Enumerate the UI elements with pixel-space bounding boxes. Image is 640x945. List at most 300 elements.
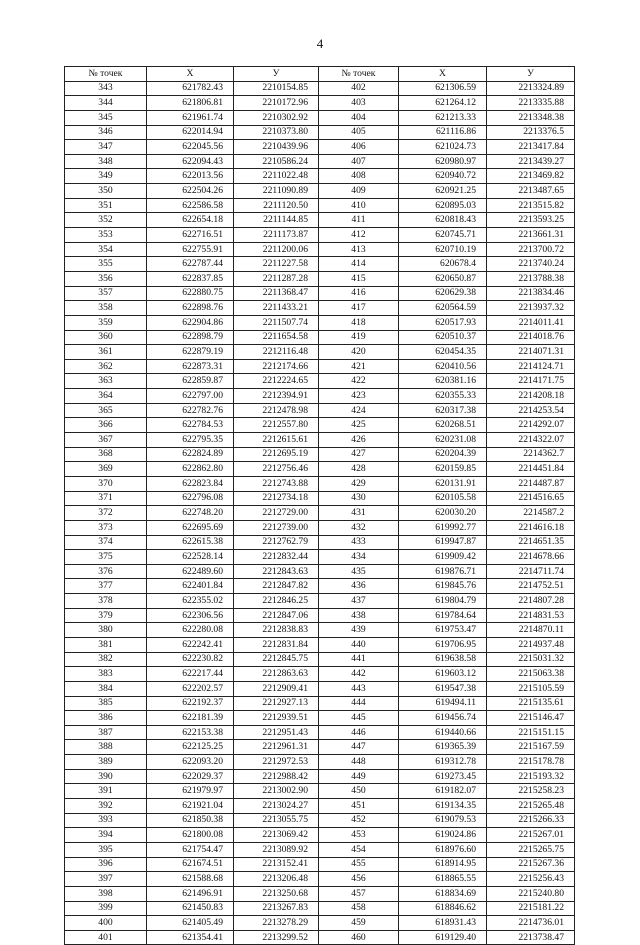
cell-point-number-right: 460 xyxy=(319,930,399,945)
cell-x-left: 622837.85 xyxy=(147,271,234,286)
cell-y-left: 2210439.96 xyxy=(234,140,319,155)
cell-point-number-right: 415 xyxy=(319,271,399,286)
cell-y-left: 2213069.42 xyxy=(234,828,319,843)
cell-point-number-left: 368 xyxy=(65,447,147,462)
cell-y-left: 2210373.80 xyxy=(234,125,319,140)
table-row xyxy=(65,857,575,872)
table-row xyxy=(65,813,575,828)
cell-x-right: 619992.77 xyxy=(399,520,487,535)
cell-y-left: 2213024.27 xyxy=(234,799,319,814)
cell-y-right: 2214807.28 xyxy=(487,594,575,609)
table-row xyxy=(65,930,575,945)
table-row xyxy=(65,842,575,857)
cell-point-number-left: 366 xyxy=(65,418,147,433)
cell-y-right: 2214171.75 xyxy=(487,374,575,389)
cell-x-left: 621588.68 xyxy=(147,872,234,887)
cell-x-left: 622755.91 xyxy=(147,242,234,257)
cell-x-right: 620131.91 xyxy=(399,476,487,491)
cell-y-right: 2214292.07 xyxy=(487,418,575,433)
cell-x-left: 622242.41 xyxy=(147,637,234,652)
cell-x-right: 620105.58 xyxy=(399,491,487,506)
cell-y-right: 2214362.7 xyxy=(487,447,575,462)
cell-x-left: 622586.58 xyxy=(147,198,234,213)
cell-y-right: 2214616.18 xyxy=(487,520,575,535)
cell-y-right: 2214018.76 xyxy=(487,330,575,345)
cell-point-number-left: 382 xyxy=(65,652,147,667)
cell-y-right: 2213324.89 xyxy=(487,81,575,96)
cell-x-left: 621496.91 xyxy=(147,886,234,901)
cell-y-left: 2212762.79 xyxy=(234,535,319,550)
cell-y-left: 2212743.88 xyxy=(234,476,319,491)
cell-point-number-right: 434 xyxy=(319,550,399,565)
cell-x-left: 622355.02 xyxy=(147,594,234,609)
header-point-number-left: № точек xyxy=(65,67,147,82)
cell-y-right: 2215135.61 xyxy=(487,696,575,711)
cell-point-number-left: 345 xyxy=(65,110,147,125)
cell-x-left: 622489.60 xyxy=(147,564,234,579)
cell-y-left: 2211433.21 xyxy=(234,301,319,316)
cell-x-right: 620231.08 xyxy=(399,433,487,448)
cell-y-left: 2213278.29 xyxy=(234,916,319,931)
header-point-number-right: № точек xyxy=(319,67,399,82)
cell-x-left: 622695.69 xyxy=(147,520,234,535)
cell-x-right: 621264.12 xyxy=(399,96,487,111)
cell-y-left: 2213299.52 xyxy=(234,930,319,945)
cell-y-right: 2213700.72 xyxy=(487,242,575,257)
cell-point-number-left: 393 xyxy=(65,813,147,828)
cell-y-left: 2212939.51 xyxy=(234,711,319,726)
cell-y-right: 2213834.46 xyxy=(487,286,575,301)
cell-x-left: 621961.74 xyxy=(147,110,234,125)
cell-point-number-right: 416 xyxy=(319,286,399,301)
table-row xyxy=(65,667,575,682)
cell-y-right: 2214587.2 xyxy=(487,506,575,521)
cell-y-left: 2212988.42 xyxy=(234,769,319,784)
table-row xyxy=(65,828,575,843)
cell-y-left: 2211368.47 xyxy=(234,286,319,301)
cell-point-number-right: 424 xyxy=(319,403,399,418)
cell-x-left: 622181.39 xyxy=(147,711,234,726)
cell-point-number-right: 404 xyxy=(319,110,399,125)
cell-x-right: 620030.20 xyxy=(399,506,487,521)
cell-x-left: 621800.08 xyxy=(147,828,234,843)
table-row xyxy=(65,594,575,609)
cell-x-left: 622904.86 xyxy=(147,315,234,330)
cell-x-right: 620381.16 xyxy=(399,374,487,389)
cell-y-right: 2214736.01 xyxy=(487,916,575,931)
cell-point-number-left: 375 xyxy=(65,550,147,565)
table-row xyxy=(65,623,575,638)
table-row xyxy=(65,740,575,755)
cell-x-right: 621116.86 xyxy=(399,125,487,140)
table-row xyxy=(65,345,575,360)
cell-x-left: 622898.76 xyxy=(147,301,234,316)
cell-point-number-left: 350 xyxy=(65,184,147,199)
cell-x-right: 620650.87 xyxy=(399,271,487,286)
cell-point-number-right: 402 xyxy=(319,81,399,96)
table-row xyxy=(65,506,575,521)
cell-point-number-left: 394 xyxy=(65,828,147,843)
cell-point-number-left: 400 xyxy=(65,916,147,931)
cell-y-right: 2213738.47 xyxy=(487,930,575,945)
cell-x-right: 619909.42 xyxy=(399,550,487,565)
cell-x-right: 619494.11 xyxy=(399,696,487,711)
cell-point-number-right: 425 xyxy=(319,418,399,433)
cell-y-left: 2213206.48 xyxy=(234,872,319,887)
cell-y-left: 2212845.75 xyxy=(234,652,319,667)
cell-y-right: 2214752.51 xyxy=(487,579,575,594)
cell-point-number-right: 429 xyxy=(319,476,399,491)
cell-x-left: 622013.56 xyxy=(147,169,234,184)
cell-x-right: 619365.39 xyxy=(399,740,487,755)
table-row xyxy=(65,228,575,243)
cell-y-left: 2212831.84 xyxy=(234,637,319,652)
cell-y-right: 2214678.66 xyxy=(487,550,575,565)
cell-x-right: 618846.62 xyxy=(399,901,487,916)
cell-y-right: 2214208.18 xyxy=(487,389,575,404)
cell-x-left: 622014.94 xyxy=(147,125,234,140)
cell-x-left: 622125.25 xyxy=(147,740,234,755)
cell-point-number-right: 413 xyxy=(319,242,399,257)
cell-y-right: 2214651.35 xyxy=(487,535,575,550)
cell-x-right: 619547.38 xyxy=(399,681,487,696)
cell-point-number-right: 427 xyxy=(319,447,399,462)
cell-point-number-left: 391 xyxy=(65,784,147,799)
cell-y-left: 2213250.68 xyxy=(234,886,319,901)
cell-point-number-left: 372 xyxy=(65,506,147,521)
cell-x-left: 622796.08 xyxy=(147,491,234,506)
cell-x-right: 621306.59 xyxy=(399,81,487,96)
table-row xyxy=(65,681,575,696)
cell-point-number-right: 448 xyxy=(319,755,399,770)
cell-point-number-left: 377 xyxy=(65,579,147,594)
cell-point-number-right: 419 xyxy=(319,330,399,345)
cell-x-right: 620204.39 xyxy=(399,447,487,462)
cell-point-number-right: 439 xyxy=(319,623,399,638)
cell-point-number-right: 457 xyxy=(319,886,399,901)
cell-x-right: 619079.53 xyxy=(399,813,487,828)
table-row xyxy=(65,696,575,711)
header-x-left: X xyxy=(147,67,234,82)
cell-x-right: 618834.69 xyxy=(399,886,487,901)
cell-x-left: 622094.43 xyxy=(147,154,234,169)
cell-x-left: 622797.00 xyxy=(147,389,234,404)
cell-x-left: 621405.49 xyxy=(147,916,234,931)
table-row xyxy=(65,476,575,491)
table-row xyxy=(65,198,575,213)
cell-x-right: 619440.66 xyxy=(399,725,487,740)
cell-point-number-left: 351 xyxy=(65,198,147,213)
cell-point-number-right: 441 xyxy=(319,652,399,667)
cell-x-right: 619706.95 xyxy=(399,637,487,652)
cell-x-left: 622898.79 xyxy=(147,330,234,345)
cell-point-number-left: 380 xyxy=(65,623,147,638)
cell-x-left: 622401.84 xyxy=(147,579,234,594)
cell-point-number-left: 378 xyxy=(65,594,147,609)
cell-x-right: 620921.25 xyxy=(399,184,487,199)
cell-x-right: 619273.45 xyxy=(399,769,487,784)
cell-y-right: 2213439.27 xyxy=(487,154,575,169)
table-row xyxy=(65,725,575,740)
table-row xyxy=(65,374,575,389)
table-row xyxy=(65,564,575,579)
cell-y-right: 2215267.01 xyxy=(487,828,575,843)
table-row xyxy=(65,418,575,433)
cell-y-left: 2212557.80 xyxy=(234,418,319,433)
cell-point-number-left: 390 xyxy=(65,769,147,784)
cell-point-number-left: 365 xyxy=(65,403,147,418)
cell-y-right: 2215167.59 xyxy=(487,740,575,755)
cell-y-left: 2211654.58 xyxy=(234,330,319,345)
cell-x-right: 621024.73 xyxy=(399,140,487,155)
header-y-left: У xyxy=(234,67,319,82)
cell-y-left: 2212838.83 xyxy=(234,623,319,638)
cell-y-left: 2212756.46 xyxy=(234,462,319,477)
table-row xyxy=(65,125,575,140)
cell-point-number-right: 432 xyxy=(319,520,399,535)
cell-x-right: 618865.55 xyxy=(399,872,487,887)
cell-point-number-right: 417 xyxy=(319,301,399,316)
table-row xyxy=(65,433,575,448)
table-row xyxy=(65,901,575,916)
cell-point-number-right: 409 xyxy=(319,184,399,199)
cell-point-number-left: 370 xyxy=(65,476,147,491)
cell-y-left: 2213152.41 xyxy=(234,857,319,872)
page-number: 4 xyxy=(316,36,324,51)
cell-x-right: 619312.78 xyxy=(399,755,487,770)
cell-point-number-left: 355 xyxy=(65,257,147,272)
table-row xyxy=(65,872,575,887)
cell-point-number-left: 401 xyxy=(65,930,147,945)
cell-y-left: 2212951.43 xyxy=(234,725,319,740)
cell-x-left: 622873.31 xyxy=(147,359,234,374)
cell-x-left: 622045.56 xyxy=(147,140,234,155)
cell-x-left: 621979.97 xyxy=(147,784,234,799)
cell-y-right: 2214487.87 xyxy=(487,476,575,491)
cell-y-left: 2212224.65 xyxy=(234,374,319,389)
cell-point-number-left: 397 xyxy=(65,872,147,887)
table-row xyxy=(65,81,575,96)
cell-y-right: 2214711.74 xyxy=(487,564,575,579)
cell-point-number-right: 446 xyxy=(319,725,399,740)
cell-y-right: 2215151.15 xyxy=(487,725,575,740)
cell-point-number-right: 450 xyxy=(319,784,399,799)
table-row xyxy=(65,550,575,565)
cell-x-left: 622795.35 xyxy=(147,433,234,448)
cell-point-number-left: 364 xyxy=(65,389,147,404)
cell-point-number-right: 442 xyxy=(319,667,399,682)
cell-x-left: 622615.38 xyxy=(147,535,234,550)
cell-x-right: 618976.60 xyxy=(399,842,487,857)
cell-x-right: 619024.86 xyxy=(399,828,487,843)
cell-y-left: 2212174.66 xyxy=(234,359,319,374)
cell-x-left: 622654.18 xyxy=(147,213,234,228)
cell-x-left: 622029.37 xyxy=(147,769,234,784)
cell-x-right: 620517.93 xyxy=(399,315,487,330)
cell-y-left: 2212927.13 xyxy=(234,696,319,711)
cell-x-left: 621921.04 xyxy=(147,799,234,814)
cell-point-number-left: 346 xyxy=(65,125,147,140)
cell-y-left: 2212734.18 xyxy=(234,491,319,506)
cell-x-right: 621213.33 xyxy=(399,110,487,125)
cell-x-left: 622528.14 xyxy=(147,550,234,565)
cell-y-right: 2214831.53 xyxy=(487,608,575,623)
cell-y-right: 2213469.82 xyxy=(487,169,575,184)
cell-x-right: 620510.37 xyxy=(399,330,487,345)
cell-y-right: 2215063.38 xyxy=(487,667,575,682)
cell-x-left: 621806.81 xyxy=(147,96,234,111)
cell-x-left: 621674.51 xyxy=(147,857,234,872)
table-row xyxy=(65,755,575,770)
cell-y-right: 2215031.32 xyxy=(487,652,575,667)
cell-point-number-right: 421 xyxy=(319,359,399,374)
cell-x-left: 622824.89 xyxy=(147,447,234,462)
cell-x-right: 619804.79 xyxy=(399,594,487,609)
cell-x-left: 622823.84 xyxy=(147,476,234,491)
cell-y-right: 2214937.48 xyxy=(487,637,575,652)
cell-y-right: 2215266.33 xyxy=(487,813,575,828)
cell-point-number-left: 398 xyxy=(65,886,147,901)
cell-point-number-right: 405 xyxy=(319,125,399,140)
cell-point-number-left: 359 xyxy=(65,315,147,330)
cell-x-right: 619753.47 xyxy=(399,623,487,638)
cell-y-left: 2213002.90 xyxy=(234,784,319,799)
cell-y-left: 2211287.28 xyxy=(234,271,319,286)
cell-y-left: 2210172.96 xyxy=(234,96,319,111)
cell-y-left: 2211227.58 xyxy=(234,257,319,272)
cell-y-right: 2215193.32 xyxy=(487,769,575,784)
cell-x-left: 622782.76 xyxy=(147,403,234,418)
table-row xyxy=(65,359,575,374)
table-row xyxy=(65,330,575,345)
cell-y-left: 2212909.41 xyxy=(234,681,319,696)
cell-point-number-left: 376 xyxy=(65,564,147,579)
cell-y-left: 2212695.19 xyxy=(234,447,319,462)
cell-y-left: 2213267.83 xyxy=(234,901,319,916)
cell-y-right: 2214124.71 xyxy=(487,359,575,374)
table-row xyxy=(65,110,575,125)
cell-y-right: 2213376.5 xyxy=(487,125,575,140)
table-row xyxy=(65,315,575,330)
cell-point-number-left: 383 xyxy=(65,667,147,682)
cell-y-right: 2214870.11 xyxy=(487,623,575,638)
table-row xyxy=(65,286,575,301)
cell-point-number-left: 381 xyxy=(65,637,147,652)
cell-point-number-left: 386 xyxy=(65,711,147,726)
cell-y-left: 2211507.74 xyxy=(234,315,319,330)
cell-y-left: 2212739.00 xyxy=(234,520,319,535)
cell-y-right: 2215258.23 xyxy=(487,784,575,799)
table-row xyxy=(65,535,575,550)
cell-point-number-left: 387 xyxy=(65,725,147,740)
cell-x-right: 620940.72 xyxy=(399,169,487,184)
cell-x-left: 621754.47 xyxy=(147,842,234,857)
cell-x-right: 619876.71 xyxy=(399,564,487,579)
cell-x-right: 620745.71 xyxy=(399,228,487,243)
cell-y-left: 2212116.48 xyxy=(234,345,319,360)
cell-point-number-left: 379 xyxy=(65,608,147,623)
table-row xyxy=(65,403,575,418)
cell-point-number-left: 354 xyxy=(65,242,147,257)
cell-x-right: 619947.87 xyxy=(399,535,487,550)
header-y-right: У xyxy=(487,67,575,82)
cell-y-left: 2210586.24 xyxy=(234,154,319,169)
cell-x-right: 620629.38 xyxy=(399,286,487,301)
cell-point-number-left: 369 xyxy=(65,462,147,477)
cell-x-right: 618914.95 xyxy=(399,857,487,872)
cell-point-number-right: 438 xyxy=(319,608,399,623)
cell-point-number-left: 362 xyxy=(65,359,147,374)
cell-point-number-right: 426 xyxy=(319,433,399,448)
table-row xyxy=(65,799,575,814)
cell-x-right: 618931.43 xyxy=(399,916,487,931)
table-row xyxy=(65,608,575,623)
cell-y-right: 2213417.84 xyxy=(487,140,575,155)
cell-y-left: 2212843.63 xyxy=(234,564,319,579)
cell-y-left: 2211022.48 xyxy=(234,169,319,184)
table-row xyxy=(65,652,575,667)
table-row xyxy=(65,886,575,901)
cell-y-left: 2212972.53 xyxy=(234,755,319,770)
cell-y-right: 2213937.32 xyxy=(487,301,575,316)
cell-y-left: 2210302.92 xyxy=(234,110,319,125)
cell-x-right: 619603.12 xyxy=(399,667,487,682)
cell-x-left: 622230.82 xyxy=(147,652,234,667)
cell-point-number-right: 459 xyxy=(319,916,399,931)
table-row xyxy=(65,447,575,462)
table-header-row xyxy=(65,67,575,82)
cell-point-number-left: 352 xyxy=(65,213,147,228)
cell-point-number-right: 455 xyxy=(319,857,399,872)
cell-y-right: 2213593.25 xyxy=(487,213,575,228)
cell-x-right: 620355.33 xyxy=(399,389,487,404)
cell-x-right: 620410.56 xyxy=(399,359,487,374)
cell-y-left: 2211090.89 xyxy=(234,184,319,199)
cell-point-number-left: 385 xyxy=(65,696,147,711)
table-row xyxy=(65,389,575,404)
cell-point-number-right: 420 xyxy=(319,345,399,360)
cell-y-right: 2215265.48 xyxy=(487,799,575,814)
header-x-right: X xyxy=(399,67,487,82)
cell-point-number-right: 444 xyxy=(319,696,399,711)
cell-y-right: 2213515.82 xyxy=(487,198,575,213)
cell-y-left: 2211144.85 xyxy=(234,213,319,228)
cell-y-right: 2215267.36 xyxy=(487,857,575,872)
cell-x-right: 620317.38 xyxy=(399,403,487,418)
cell-y-right: 2215105.59 xyxy=(487,681,575,696)
cell-y-right: 2213788.38 xyxy=(487,271,575,286)
cell-y-right: 2215146.47 xyxy=(487,711,575,726)
table-row xyxy=(65,271,575,286)
cell-y-left: 2212846.25 xyxy=(234,594,319,609)
cell-point-number-left: 371 xyxy=(65,491,147,506)
cell-x-left: 622153.38 xyxy=(147,725,234,740)
cell-y-left: 2212394.91 xyxy=(234,389,319,404)
table-row xyxy=(65,520,575,535)
cell-x-left: 621782.43 xyxy=(147,81,234,96)
cell-y-right: 2214516.65 xyxy=(487,491,575,506)
cell-point-number-left: 389 xyxy=(65,755,147,770)
cell-point-number-right: 422 xyxy=(319,374,399,389)
cell-point-number-right: 437 xyxy=(319,594,399,609)
cell-x-right: 620818.43 xyxy=(399,213,487,228)
cell-point-number-left: 399 xyxy=(65,901,147,916)
cell-x-right: 619638.58 xyxy=(399,652,487,667)
cell-point-number-left: 360 xyxy=(65,330,147,345)
cell-y-right: 2214451.84 xyxy=(487,462,575,477)
cell-point-number-left: 367 xyxy=(65,433,147,448)
cell-point-number-right: 423 xyxy=(319,389,399,404)
